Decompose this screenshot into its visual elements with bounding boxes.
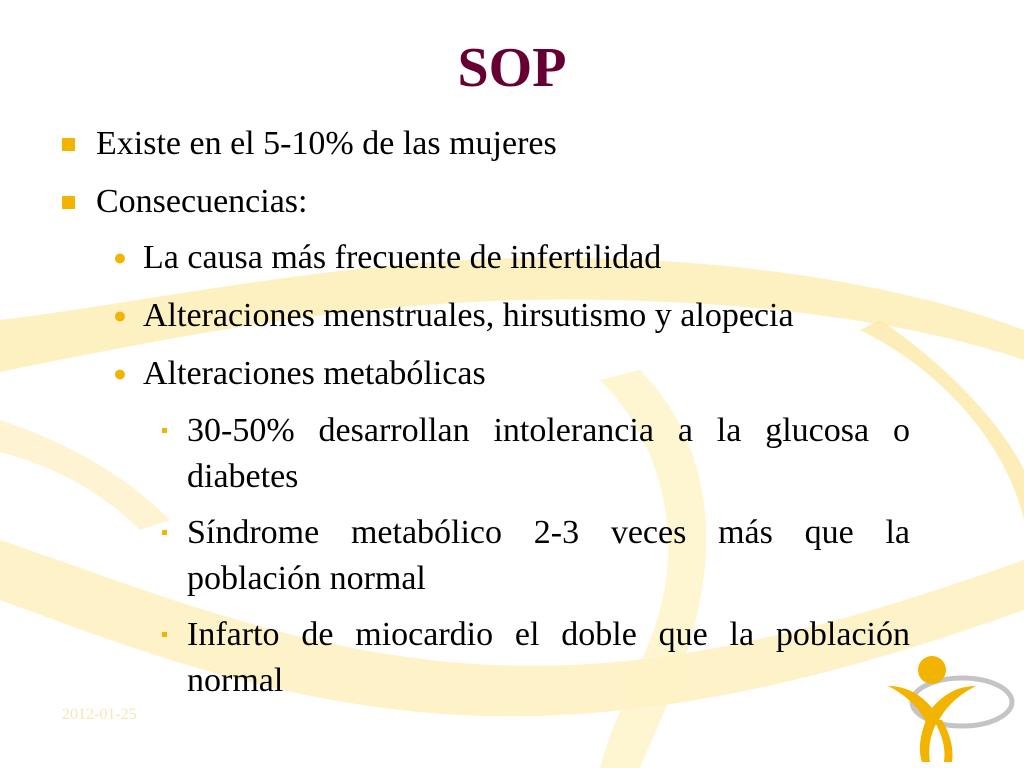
person-figure-logo-icon xyxy=(880,650,1015,765)
sub-item-text: Alteraciones metabólicas xyxy=(143,355,486,392)
small-square-bullet-icon xyxy=(162,632,167,637)
small-square-bullet-icon xyxy=(162,530,167,535)
logo-arms xyxy=(888,686,976,722)
bullet-text: Consecuencias: xyxy=(96,183,308,220)
sub-sub-item-text: 30-50% desarrollan intolerancia a la glucosa o diabetes xyxy=(187,412,910,495)
bullet-text: Existe en el 5-10% de las mujeres xyxy=(96,125,557,162)
logo-head xyxy=(918,656,946,684)
sub-item-text: La causa más frecuente de infertilidad xyxy=(143,239,662,276)
small-square-bullet-icon xyxy=(162,428,167,433)
slide-title: SOP xyxy=(457,37,567,99)
square-bullet-icon xyxy=(62,196,75,209)
round-bullet-icon: ● xyxy=(113,361,127,386)
round-bullet-icon: ● xyxy=(113,303,127,328)
round-bullet-icon: ● xyxy=(113,245,127,270)
square-bullet-icon xyxy=(62,138,75,151)
sub-sub-item-text: Síndrome metabólico 2-3 veces más que la población normal xyxy=(187,514,910,597)
footer-date: 2012-01-25 xyxy=(62,706,137,723)
sub-item-text: Alteraciones menstruales, hirsutismo y alopecia xyxy=(143,297,794,334)
sub-sub-item-text: Infarto de miocardio el doble que la población normal xyxy=(187,616,910,699)
